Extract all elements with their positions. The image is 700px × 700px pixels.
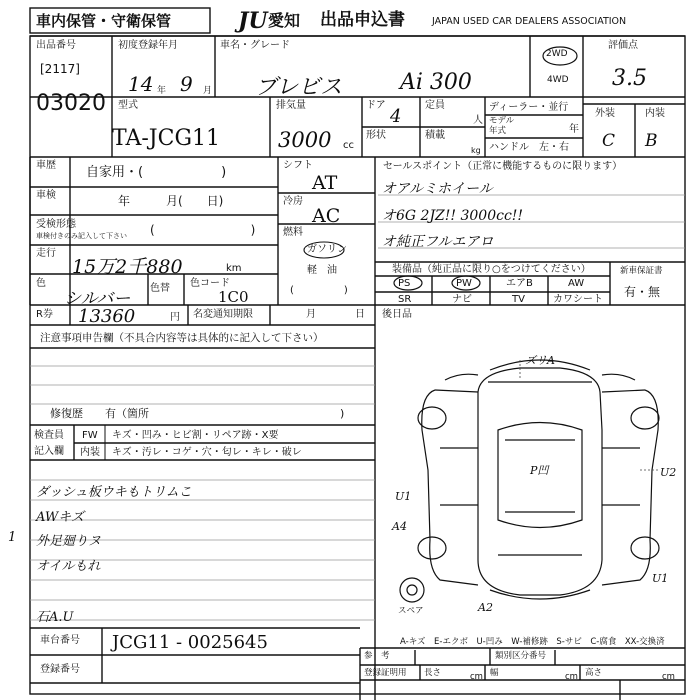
model-code: TA-JCG11 <box>112 126 221 151</box>
chassis-no-value: JCG11 - 0025645 <box>112 632 268 653</box>
damage-right: U2 <box>660 466 677 479</box>
model-year-unit: 年 <box>569 124 579 135</box>
fuel-other: ( ) <box>290 285 348 296</box>
r-ticket-unit: 円 <box>170 312 180 323</box>
entry-label: 記入欄 <box>34 446 64 457</box>
capacity-label: 定員 <box>425 100 445 111</box>
damage-left-rear: A4 <box>392 520 407 533</box>
grade: Ai 300 <box>400 70 472 95</box>
kg-unit: kg <box>471 146 481 155</box>
equip-aw: AW <box>568 278 585 289</box>
color-value: シルバー <box>64 289 131 309</box>
reception-value: ( ) <box>150 223 256 237</box>
model-code-label: 型式 <box>118 100 138 111</box>
displacement-value: 3000 <box>278 128 332 152</box>
model-year-label: モデル 年式 <box>489 116 515 136</box>
repair-history-label: 修復歴 有（箇所 <box>50 407 149 420</box>
bottom-note: 石A.U <box>36 610 74 625</box>
selling-points-label: セールスポイント（正常に機能するものに限ります） <box>383 161 623 172</box>
damage-rear: A2 <box>478 601 493 614</box>
car-name: ブレビス <box>255 75 343 100</box>
exterior-grade: C <box>602 131 616 151</box>
note-line-2: AWキズ <box>36 510 84 525</box>
equip-pw: PW <box>456 278 472 289</box>
equip-ps: PS <box>398 278 411 289</box>
interior-label: 内装 <box>645 108 665 119</box>
equip-navi: ナビ <box>452 294 472 305</box>
interior-row-label: 内装 <box>80 447 100 458</box>
color-label: 色 <box>36 278 46 289</box>
org-name: 愛知 <box>268 11 301 30</box>
reception-label: 受検形態 <box>36 219 76 230</box>
aircon-label: 冷房 <box>283 196 303 207</box>
length-label: 長さ <box>424 668 442 678</box>
name-change-month: 月 <box>306 309 316 320</box>
aircon-value: AC <box>312 205 341 227</box>
person-unit: 人 <box>473 115 483 126</box>
rating-value: 3.5 <box>612 66 647 91</box>
note-line-1: ダッシュ板ウキもトリムこ <box>36 485 192 500</box>
repair-history-close: ) <box>340 407 345 420</box>
selling-point-3: オ純正フルエアロ <box>382 234 494 250</box>
ju-logo: JU <box>238 8 268 34</box>
history-label: 車歴 <box>36 160 56 171</box>
inspection-label: 車検 <box>36 190 56 201</box>
chassis-no-label: 車台番号 <box>40 635 80 646</box>
exterior-label: 外装 <box>595 108 615 119</box>
damage-rear-right: U1 <box>652 572 669 585</box>
reg-month-suffix: 月 <box>203 86 213 96</box>
load-label: 積載 <box>425 130 445 141</box>
body-shape-label: 形状 <box>366 130 386 141</box>
note-line-3: 外足廻りヌ <box>36 534 102 549</box>
equip-airbag: エアB <box>506 278 533 289</box>
fw-items: キズ・凹み・ヒビ割・リペア跡・X要 <box>112 430 279 441</box>
fw-label: FW <box>82 430 98 441</box>
warranty-label: 新車保証書 <box>620 266 663 276</box>
storage-label: 車内保管・守衛保管 <box>36 12 172 30</box>
model-grade-label: 車名・グレード <box>220 40 290 51</box>
reg-month: 9 <box>180 72 193 96</box>
equip-sr: SR <box>398 294 412 305</box>
lot-no-label: 出品番号 <box>36 40 76 51</box>
reception-note: 車検付きのみ記入して下さい <box>36 232 127 240</box>
selling-point-2: オ6G 2JZ!! 3000cc!! <box>382 208 524 224</box>
name-change-day: 日 <box>355 309 365 320</box>
fuel-label: 燃料 <box>283 227 303 238</box>
r-ticket-label: R券 <box>36 309 53 320</box>
mileage-label: 走行 <box>36 248 56 259</box>
later-date-label: 後日品 <box>382 309 412 320</box>
selling-point-1: オアルミホイール <box>382 181 493 197</box>
length-unit: cm <box>470 672 483 682</box>
rating-label: 評価点 <box>608 40 638 51</box>
shift-value: AT <box>312 172 338 194</box>
inspector-label: 検査員 <box>34 430 64 441</box>
displacement-label: 排気量 <box>276 100 306 111</box>
ref-label-1: 参 考 <box>364 651 390 661</box>
spare-label: スペア <box>398 606 424 616</box>
reg-year-suffix: 年 <box>157 86 167 96</box>
fuel-diesel: 軽 油 <box>307 265 337 276</box>
left-margin-note: 1 <box>8 530 17 545</box>
history-value: 自家用・( ) <box>86 165 227 180</box>
height-unit: cm <box>662 672 675 682</box>
4wd-option: 4WD <box>547 75 569 85</box>
notes-title: 注意事項申告欄（不具合内容等は具体的に記入して下さい） <box>40 332 324 344</box>
equipment-label: 装備品（純正品に限り○をつけてください） <box>392 264 591 275</box>
mileage-value: 15万2千880 <box>72 256 183 278</box>
equip-leather-seat: カワシート <box>553 294 603 305</box>
association-name: JAPAN USED CAR DEALERS ASSOCIATION <box>432 16 627 27</box>
width-unit: cm <box>565 672 578 682</box>
reg-no-label: 登録番号 <box>40 664 80 675</box>
width-label: 幅 <box>490 668 499 678</box>
shift-label: シフト <box>283 160 313 171</box>
2wd-option: 2WD <box>546 49 568 59</box>
handle-label: ハンドル 左・右 <box>489 142 569 153</box>
fuel-gasoline: ガソリン <box>307 244 347 255</box>
r-ticket-amount: 13360 <box>78 306 136 327</box>
name-change-label: 名変通知期限 <box>193 309 253 320</box>
type-class-label: 類別区分番号 <box>495 651 547 661</box>
color-change-label: 色替 <box>150 283 170 294</box>
first-reg-label: 初度登録年月 <box>118 40 178 51</box>
damage-left-door: U1 <box>395 490 412 503</box>
equip-tv: TV <box>512 294 525 305</box>
km-unit: km <box>226 263 242 274</box>
lot-code: [2117] <box>40 62 80 76</box>
note-line-4: オイルもれ <box>36 559 101 574</box>
form-title: 出品申込書 <box>320 10 405 30</box>
doors-label: ドア <box>366 100 386 111</box>
interior-grade: B <box>645 131 658 151</box>
damage-roof: P凹 <box>530 464 549 477</box>
dealer-parallel-label: ディーラー・並行 <box>489 102 569 113</box>
inspection-fields: 年 月( 日) <box>118 194 224 208</box>
height-label: 高さ <box>585 668 603 678</box>
warranty-options: 有・無 <box>624 285 661 299</box>
lot-number: 03020 <box>36 91 106 116</box>
cc-unit: cc <box>343 140 354 151</box>
damage-legend: A-キズ E-エクボ U-凹み W-補修跡 S-サビ C-腐食 XX-交換済 <box>400 637 665 647</box>
cert-label: 登録証明用 <box>364 668 407 678</box>
interior-items: キズ・汚レ・コゲ・穴・匂レ・キレ・破レ <box>112 447 302 458</box>
color-code-value: 1C0 <box>218 288 249 306</box>
damage-front: ズリA <box>525 354 555 367</box>
reg-year: 14 <box>128 72 154 96</box>
doors-value: 4 <box>390 106 402 127</box>
color-code-label: 色コード <box>190 278 230 289</box>
